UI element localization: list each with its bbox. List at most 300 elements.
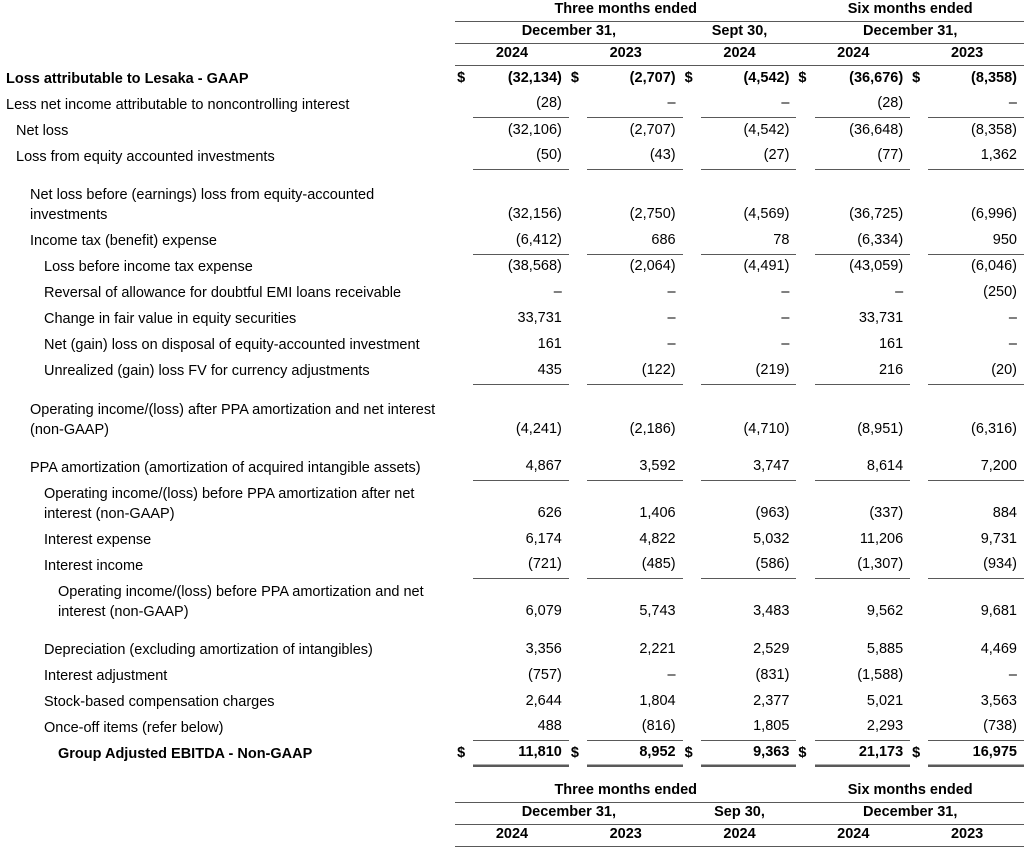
value-cell: (77) [815,144,910,170]
value-cell: (8,358) [971,69,1017,86]
currency-symbol [569,92,587,118]
value-cell: 9,731 [980,530,1017,547]
currency-symbol [569,280,587,306]
value-cell: 78 [701,228,797,254]
value-cell: (4,710) [743,420,790,437]
value-cell: 16,975 [928,741,1024,767]
value-cell: (219) [701,358,797,384]
value-cell: – [701,92,797,118]
currency-symbol [683,637,701,663]
value-cell: 3,563 [980,692,1017,709]
header-date-dec31-q-bottom: December 31, [455,803,683,825]
currency-symbol [910,228,928,254]
value-cell: – [781,336,790,352]
header-spacer [0,803,455,825]
value-cell: (27) [701,144,797,170]
value-cell: 3,356 [525,640,562,657]
header-date-sep30-q-bottom: Sep 30, [683,803,797,825]
value-cell: – [1008,666,1017,683]
header-spacer [0,781,455,803]
value-cell: 2,377 [753,692,790,709]
header-year-sep-2024-bottom: 2024 [683,825,797,847]
currency-symbol [796,358,814,384]
currency-symbol [455,715,473,741]
currency-symbol [910,92,928,118]
header-year-q-2024: 2024 [455,44,569,66]
value-cell: (50) [473,144,568,170]
value-cell: 33,731 [517,310,562,326]
value-cell: 6,079 [525,602,562,619]
value-cell: 161 [878,336,904,352]
currency-symbol [683,689,701,715]
value-cell: (2,064) [629,258,676,274]
row-spacer-cell [0,170,1024,183]
value-cell: (32,106) [507,121,562,138]
currency-symbol [455,689,473,715]
value-cell: (816) [587,715,682,741]
currency-symbol [683,455,701,481]
header-year-h-2024: 2024 [796,44,910,66]
header-row-period-group-bottom [0,781,1024,803]
currency-symbol [910,527,928,553]
row-spacer [0,384,1024,397]
header-date-dec31-h-bottom: December 31, [796,803,1024,825]
currency-symbol [455,92,473,118]
value-cell: 950 [928,228,1024,254]
value-cell: (32,134) [507,69,562,86]
currency-symbol [683,332,701,358]
currency-symbol [910,144,928,170]
currency-symbol [569,332,587,358]
currency-symbol [455,254,473,280]
value-cell: (43,059) [849,258,904,274]
value-cell: – [781,284,790,300]
currency-symbol [683,663,701,689]
row-label: Loss from equity accounted investments [16,148,275,165]
currency-symbol: $ [684,744,693,761]
row-label: Income tax (benefit) expense [30,233,217,249]
value-cell: (20) [928,358,1024,384]
currency-symbol [796,579,814,625]
currency-symbol [796,663,814,689]
value-cell: (757) [528,666,562,683]
row-label: Reversal of allowance for doubtful EMI loans receivable [44,285,402,301]
currency-symbol [455,306,473,332]
value-cell: (32,156) [507,206,562,222]
value-cell: 884 [992,504,1017,521]
value-cell: (36,676) [849,69,904,86]
table-row [0,397,1024,443]
value-cell: 435 [473,358,568,384]
value-cell: – [1008,310,1017,326]
currency-symbol [910,689,928,715]
currency-symbol [910,358,928,384]
currency-symbol [683,553,701,579]
header-spacer [0,44,455,66]
value-cell: – [667,310,676,326]
currency-symbol [455,182,473,228]
table-row [0,118,1024,144]
currency-symbol [569,663,587,689]
table-row [0,741,1024,767]
value-cell: (721) [473,553,568,579]
row-label: Less net income attributable to noncontrolling interest [6,96,350,113]
row-label: Loss before income tax expense [44,259,253,275]
currency-symbol [683,579,701,625]
header-year-sept-2024: 2024 [683,44,797,66]
row-label: Net loss [16,122,69,139]
value-cell: 2,221 [639,640,676,657]
currency-symbol [683,397,701,443]
value-cell: 3,592 [587,455,682,481]
currency-symbol [910,481,928,527]
value-cell: (4,241) [515,420,562,437]
table-row [0,689,1024,715]
currency-symbol [569,579,587,625]
currency-symbol [683,715,701,741]
value-cell: (2,750) [629,206,676,222]
currency-symbol [910,663,928,689]
currency-symbol [569,527,587,553]
currency-symbol [683,92,701,118]
currency-symbol [569,118,587,144]
currency-symbol: $ [798,69,807,86]
currency-symbol [455,358,473,384]
currency-symbol [796,455,814,481]
value-cell: (6,996) [971,206,1017,222]
row-spacer-cell [0,443,1024,455]
value-cell: 7,200 [928,455,1024,481]
value-cell: (963) [755,504,790,521]
currency-symbol [455,397,473,443]
row-label: Net loss before (earnings) loss from equity-accounted investments [30,187,375,223]
value-cell: (28) [473,92,568,118]
value-cell: (6,412) [473,228,568,254]
currency-symbol [796,254,814,280]
currency-symbol [910,118,928,144]
header-six-months-ended: Six months ended [796,0,1024,22]
currency-symbol [683,280,701,306]
currency-symbol: $ [798,744,807,761]
currency-symbol [569,144,587,170]
currency-symbol [455,553,473,579]
currency-symbol [683,254,701,280]
header-six-months-ended-bottom: Six months ended [796,781,1024,803]
currency-symbol [796,332,814,358]
row-label: Operating income/(loss) before PPA amortization and net interest (non-GAAP) [58,583,424,620]
header-row-period-date-bottom [0,803,1024,825]
currency-symbol [910,397,928,443]
table-row [0,228,1024,254]
currency-symbol [910,715,928,741]
currency-symbol [569,637,587,663]
currency-symbol [455,118,473,144]
header-year-q-2023: 2023 [569,44,683,66]
value-cell: (2,186) [629,420,676,437]
table-row [0,358,1024,384]
currency-symbol [683,144,701,170]
currency-symbol [683,527,701,553]
table-row [0,332,1024,358]
currency-symbol [569,397,587,443]
value-cell: 2,529 [753,640,790,657]
value-cell: 1,406 [639,504,676,521]
row-spacer [0,443,1024,455]
table-row [0,553,1024,579]
value-cell: (831) [755,666,790,683]
value-cell: 9,363 [701,741,797,767]
currency-symbol [796,715,814,741]
table-row [0,715,1024,741]
value-cell: – [895,284,904,300]
header-year-q-2024-bottom: 2024 [455,825,569,847]
value-cell: (4,569) [743,206,790,222]
value-cell: 3,483 [753,602,790,619]
currency-symbol [796,637,814,663]
currency-symbol [569,358,587,384]
header-date-dec31-q: December 31, [455,22,683,44]
header-row-period-date [0,22,1024,44]
currency-symbol: $ [684,69,693,86]
value-cell: 5,885 [866,640,904,657]
table-row [0,637,1024,663]
value-cell: (1,588) [857,666,904,683]
currency-symbol [910,332,928,358]
value-cell: 2,644 [525,692,562,709]
table-row [0,663,1024,689]
value-cell: 1,805 [701,715,797,741]
currency-symbol: $ [912,69,921,86]
table-row [0,455,1024,481]
value-cell: (6,316) [971,420,1017,437]
value-cell: (6,334) [815,228,910,254]
header-year-h-2023-bottom: 2023 [910,825,1024,847]
header-spacer [0,0,455,22]
value-cell: – [667,666,676,683]
table-row [0,144,1024,170]
currency-symbol: $ [570,744,579,761]
value-cell: 5,021 [866,692,904,709]
value-cell: (934) [928,553,1024,579]
value-cell: – [553,284,562,300]
row-spacer-cell [0,625,1024,637]
value-cell: 1,804 [639,692,676,709]
value-cell: 9,562 [866,602,904,619]
currency-symbol [910,254,928,280]
value-cell: 1,362 [928,144,1024,170]
row-label: Once-off items (refer below) [44,719,224,736]
currency-symbol [796,118,814,144]
header-date-sept30-q: Sept 30, [683,22,797,44]
table-row [0,182,1024,228]
value-cell: (4,542) [743,121,790,138]
header-row-period-group [0,0,1024,22]
table-row [0,527,1024,553]
currency-symbol [796,92,814,118]
row-label: Change in fair value in equity securities [44,311,297,327]
currency-symbol [796,280,814,306]
row-label: Operating income/(loss) after PPA amortization and net interest (non-GAAP) [30,401,436,438]
value-cell: (8,951) [857,420,904,437]
currency-symbol [455,579,473,625]
value-cell: (43) [587,144,682,170]
currency-symbol [910,306,928,332]
value-cell: (36,725) [849,206,904,222]
currency-symbol [683,358,701,384]
value-cell: 9,681 [980,602,1017,619]
row-spacer [0,170,1024,183]
currency-symbol [796,689,814,715]
currency-symbol [455,481,473,527]
table-row [0,254,1024,280]
currency-symbol [455,527,473,553]
currency-symbol [569,455,587,481]
table-body-main [0,66,1024,767]
currency-symbol [569,715,587,741]
header-year-h-2023: 2023 [910,44,1024,66]
value-cell: (122) [587,358,682,384]
currency-symbol [910,553,928,579]
value-cell: 3,747 [701,455,797,481]
currency-symbol [455,455,473,481]
value-cell: (337) [869,504,904,521]
header-spacer [0,825,455,847]
value-cell: (586) [701,553,797,579]
table-header-top [0,0,1024,66]
currency-symbol [683,118,701,144]
row-label: Depreciation (excluding amortization of intangibles) [44,641,373,658]
value-cell: 8,952 [587,741,682,767]
currency-symbol [683,182,701,228]
value-cell: 161 [537,336,562,352]
value-cell: – [667,284,676,300]
row-label: Unrealized (gain) loss FV for currency adjustments [44,363,370,379]
currency-symbol [796,228,814,254]
currency-symbol [910,579,928,625]
row-label: PPA amortization (amortization of acquired intangible assets) [30,459,421,476]
header-spacer [0,22,455,44]
value-cell: (6,046) [971,258,1017,274]
value-cell: 21,173 [815,741,910,767]
currency-symbol [569,306,587,332]
row-spacer-cell [0,384,1024,397]
value-cell: – [587,92,682,118]
table-row [0,66,1024,92]
value-cell: (4,491) [743,258,790,274]
value-cell: 488 [473,715,568,741]
value-cell: (4,542) [743,69,790,86]
table-row [0,579,1024,625]
row-spacer [0,625,1024,637]
value-cell: (485) [587,553,682,579]
row-label: Interest adjustment [44,667,168,684]
header-date-dec31-h: December 31, [796,22,1024,44]
currency-symbol [455,663,473,689]
value-cell: (36,648) [849,121,904,138]
value-cell: (738) [928,715,1024,741]
value-cell: (2,707) [629,69,676,86]
header-row-year-bottom [0,825,1024,847]
value-cell: 216 [815,358,910,384]
currency-symbol [569,553,587,579]
currency-symbol: $ [912,744,921,761]
value-cell: (1,307) [815,553,910,579]
value-cell: 2,293 [815,715,910,741]
currency-symbol [569,481,587,527]
value-cell: 4,469 [980,640,1017,657]
currency-symbol [683,306,701,332]
table-row [0,92,1024,118]
header-year-q-2023-bottom: 2023 [569,825,683,847]
currency-symbol [569,182,587,228]
row-label: Operating income/(loss) before PPA amortization after net interest (non-GAAP) [44,485,415,522]
value-cell: (250) [983,284,1017,300]
currency-symbol [683,481,701,527]
currency-symbol [569,228,587,254]
currency-symbol [455,228,473,254]
currency-symbol [910,637,928,663]
once-off-items-header-table [0,781,1024,847]
value-cell: (28) [815,92,910,118]
value-cell: – [781,310,790,326]
value-cell: (8,358) [971,121,1017,138]
row-label: Stock-based compensation charges [44,693,275,710]
value-cell: 5,032 [753,530,790,547]
value-cell: 5,743 [639,602,676,619]
value-cell: – [1008,336,1017,352]
value-cell: 6,174 [525,530,562,547]
currency-symbol [796,397,814,443]
row-label: Group Adjusted EBITDA - Non-GAAP [58,745,313,762]
table-row [0,306,1024,332]
currency-symbol [683,228,701,254]
currency-symbol: $ [457,69,466,86]
currency-symbol [569,254,587,280]
currency-symbol [910,455,928,481]
currency-symbol [569,689,587,715]
currency-symbol [455,144,473,170]
header-three-months-ended-bottom: Three months ended [455,781,796,803]
currency-symbol [910,182,928,228]
currency-symbol [796,527,814,553]
currency-symbol [455,280,473,306]
value-cell: 4,867 [473,455,568,481]
row-label: Net (gain) loss on disposal of equity-accounted investment [44,337,420,353]
currency-symbol [796,306,814,332]
currency-symbol [455,637,473,663]
row-label: Interest expense [44,531,152,548]
value-cell: 626 [537,504,562,521]
value-cell: 8,614 [815,455,910,481]
value-cell: (2,707) [629,121,676,138]
header-three-months-ended: Three months ended [455,0,796,22]
value-cell: 4,822 [639,530,676,547]
currency-symbol: $ [570,69,579,86]
currency-symbol: $ [457,744,466,761]
value-cell: – [667,336,676,352]
table-row [0,280,1024,306]
table-header-bottom [0,781,1024,847]
table-row [0,481,1024,527]
header-row-year [0,44,1024,66]
currency-symbol [796,481,814,527]
header-year-h-2024-bottom: 2024 [796,825,910,847]
row-label: Loss attributable to Lesaka - GAAP [6,70,249,87]
currency-symbol [796,182,814,228]
value-cell: (38,568) [507,258,562,274]
currency-symbol [455,332,473,358]
value-cell: 33,731 [858,310,904,326]
